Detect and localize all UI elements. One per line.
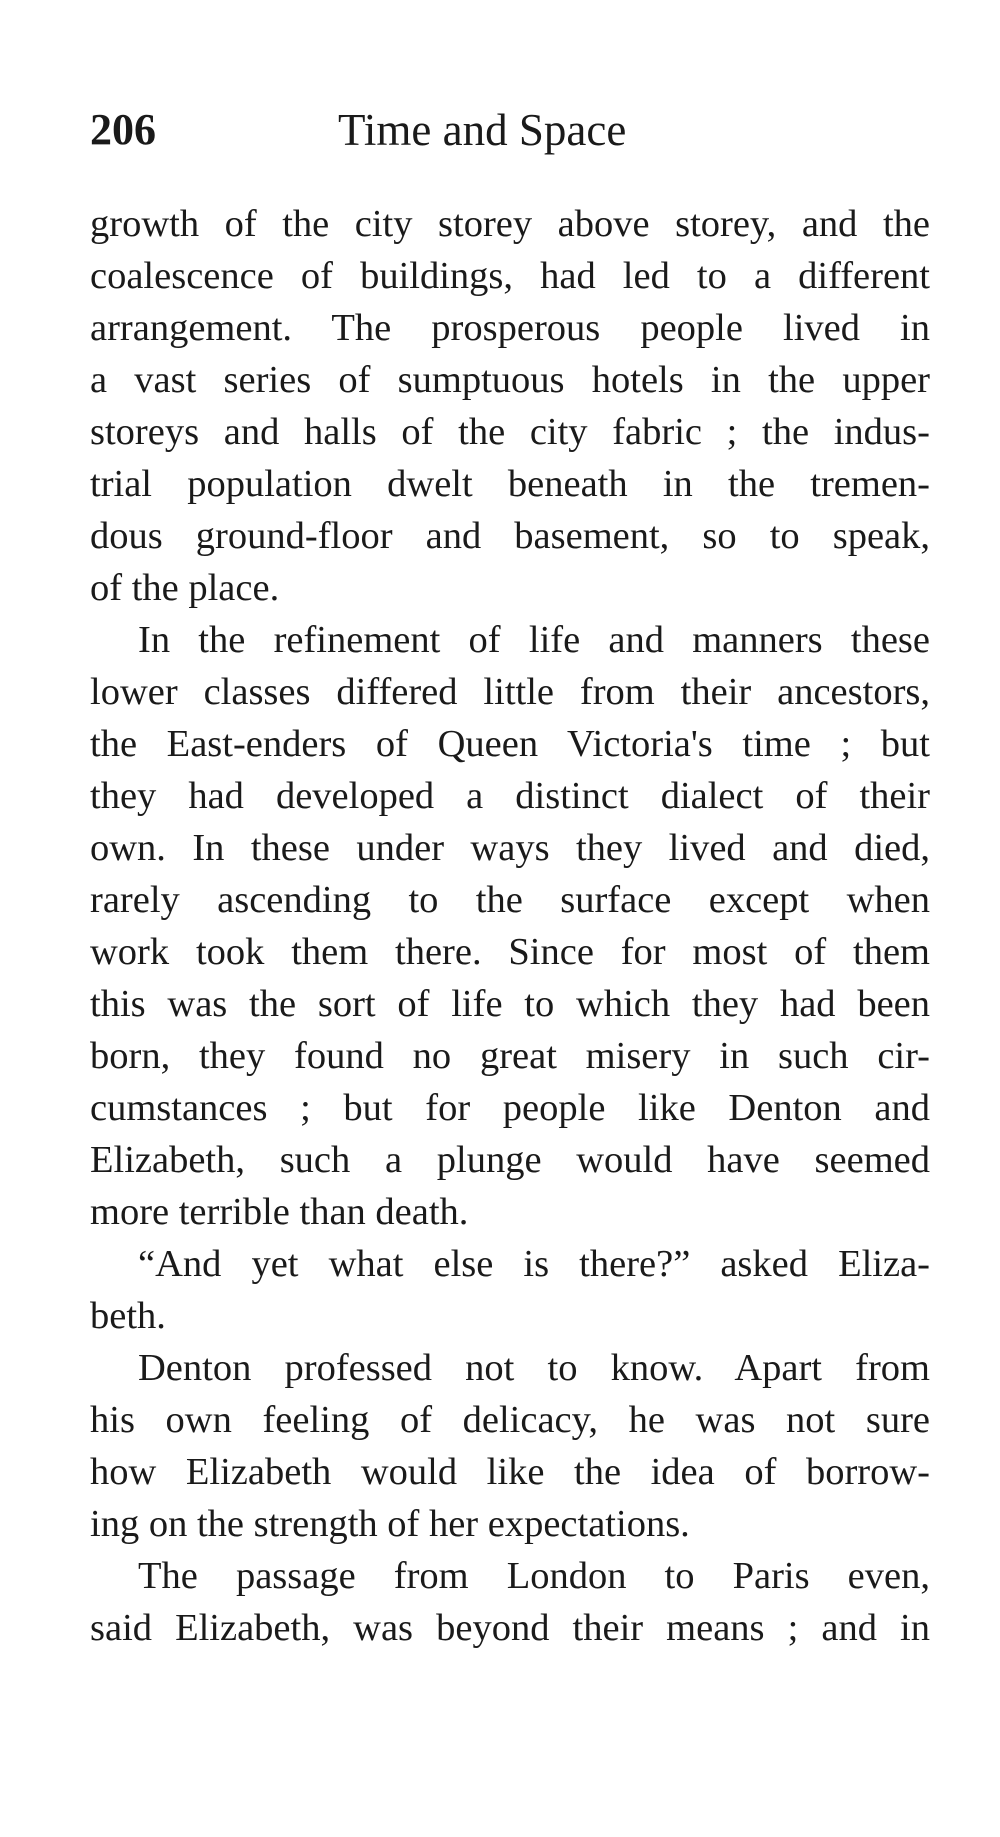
text-line: Elizabeth, such a plunge would have seemed — [90, 1139, 930, 1181]
text-line: lower classes differed little from their ancestors, — [90, 671, 930, 713]
paragraph-first-line: In the refinement of life and manners these — [138, 619, 930, 661]
text-line: arrangement. The prosperous people lived in — [90, 307, 930, 349]
text-line: this was the sort of life to which they had been — [90, 983, 930, 1025]
text-line: trial population dwelt beneath in the tremen- — [90, 463, 930, 505]
text-line: rarely ascending to the surface except when — [90, 879, 930, 921]
text-line: said Elizabeth, was beyond their means ; and in — [90, 1607, 930, 1649]
text-line: storeys and halls of the city fabric ; the indus- — [90, 411, 930, 453]
text-line: his own feeling of delicacy, he was not sure — [90, 1399, 930, 1441]
text-line: more terrible than death. — [90, 1191, 469, 1233]
text-line: born, they found no great misery in such cir- — [90, 1035, 930, 1077]
text-line: growth of the city storey above storey, and the — [90, 203, 930, 245]
paragraph-first-line: “And yet what else is there?” asked Eliza- — [138, 1243, 930, 1285]
body-text — [90, 198, 930, 1654]
text-line: a vast series of sumptuous hotels in the upper — [90, 359, 930, 401]
text-line: how Elizabeth would like the idea of borrow- — [90, 1451, 930, 1493]
text-line: they had developed a distinct dialect of their — [90, 775, 930, 817]
text-line: dous ground-floor and basement, so to speak, — [90, 515, 930, 557]
running-title: Time and Space — [338, 105, 627, 155]
text-line: work took them there. Since for most of them — [90, 931, 930, 973]
page-number: 206 — [90, 105, 156, 154]
text-line: of the place. — [90, 567, 280, 609]
text-line: beth. — [90, 1295, 166, 1337]
text-line: own. In these under ways they lived and died, — [90, 827, 930, 869]
text-line: coalescence of buildings, had led to a different — [90, 255, 930, 297]
paragraph-first-line: Denton professed not to know. Apart from — [138, 1347, 930, 1389]
text-line: ing on the strength of her expectations. — [90, 1503, 690, 1545]
running-head — [90, 100, 930, 160]
text-line: cumstances ; but for people like Denton and — [90, 1087, 930, 1129]
paragraph-first-line: The passage from London to Paris even, — [138, 1555, 930, 1597]
text-line: the East-enders of Queen Victoria's time ; but — [90, 723, 930, 765]
